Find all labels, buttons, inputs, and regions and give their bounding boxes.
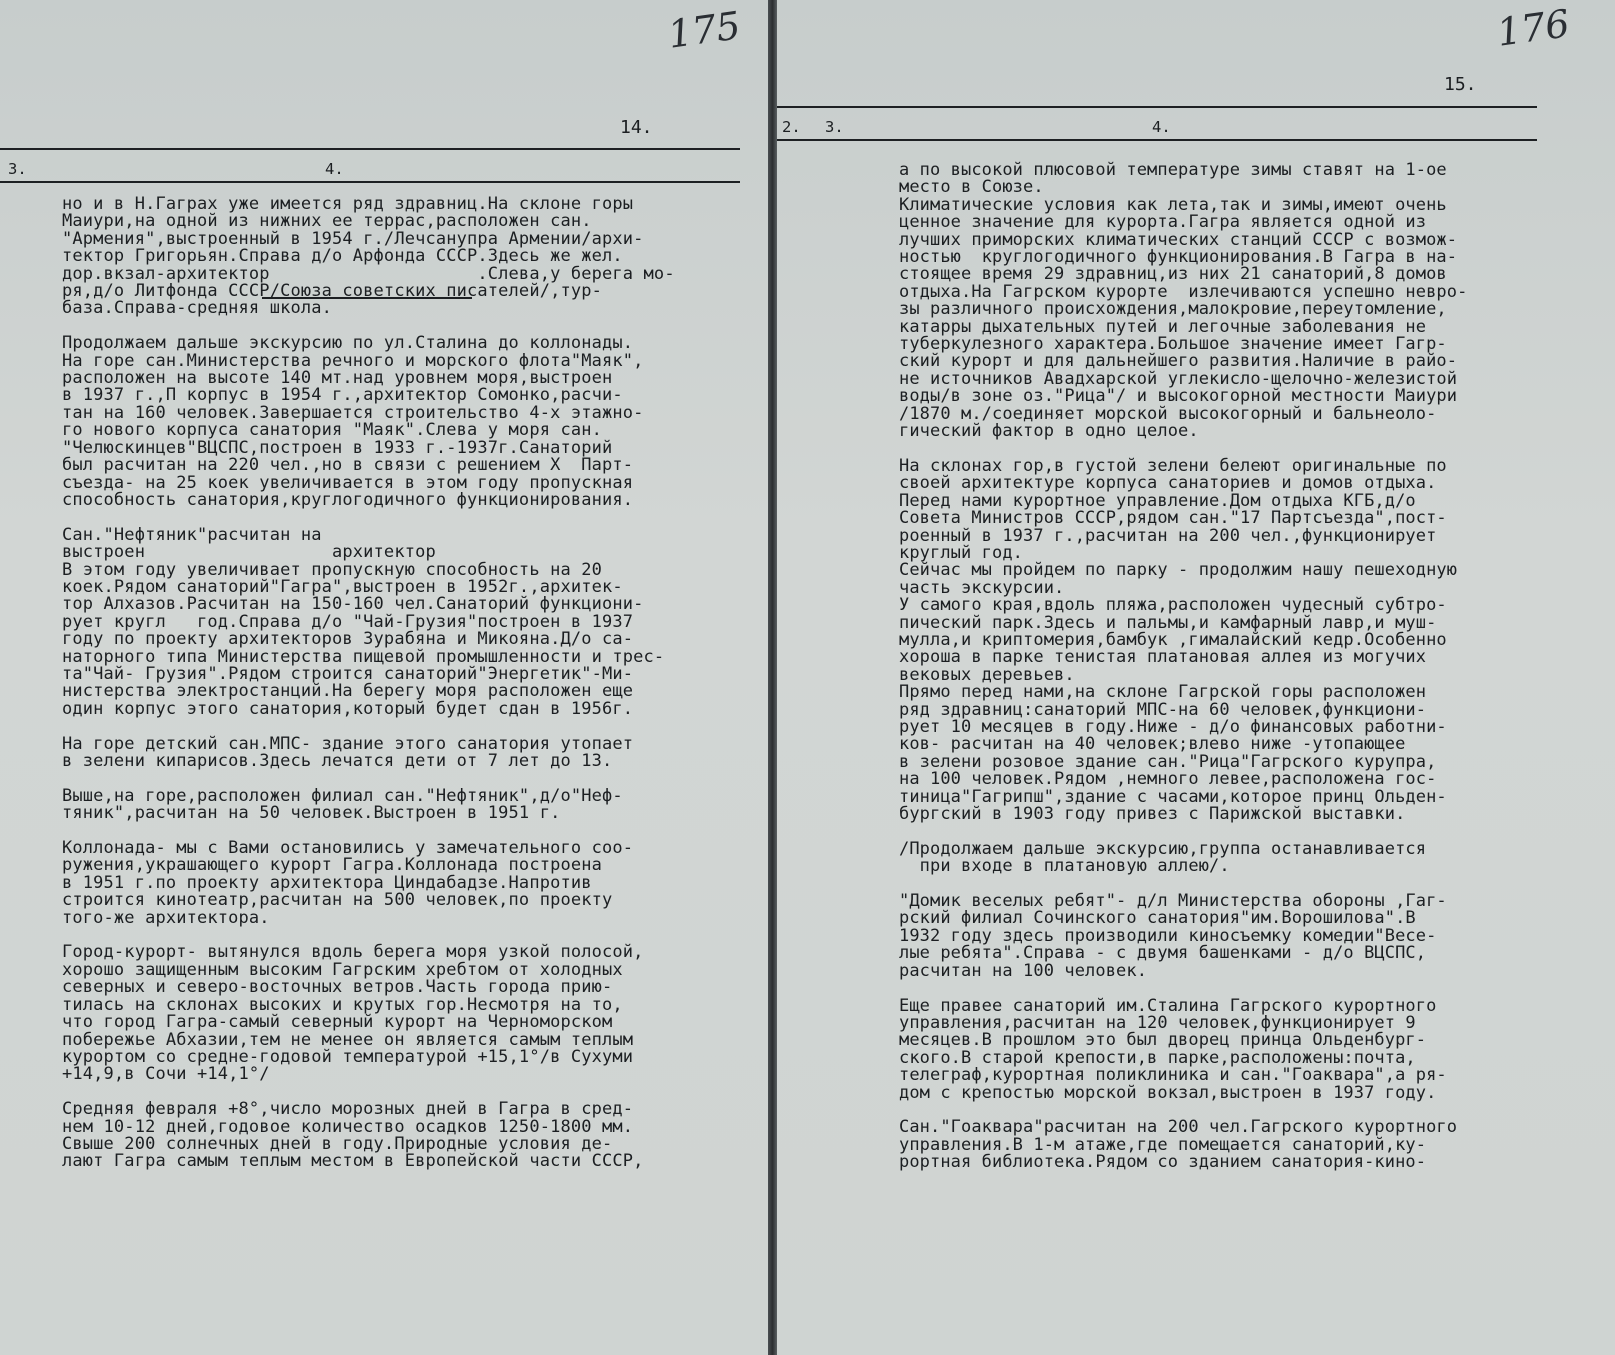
left-column-label-4: 4. (325, 160, 344, 178)
right-page-line: круглый год. (899, 542, 1024, 563)
left-page-line: тор Алхазов.Расчитан на 150-160 чел.Санаторий функциони- (62, 594, 644, 615)
left-page-line: съезда- на 25 коек увеличивается в этом году пропускная (62, 472, 634, 493)
left-page-line: расположен на высоте 140 мт.над уровнем моря,выстроен (62, 368, 613, 389)
right-page-line: воды/в зоне оз."Рица"/ и высокогорной местности Маиури (899, 386, 1458, 407)
right-page-line: бургский в 1903 году привез с Парижской выставки. (899, 804, 1406, 825)
right-page-line: Сан."Гоаквара"расчитан на 200 чел.Гагрского курортного (899, 1117, 1458, 1138)
right-page-line: пический парк.Здесь и пальмы,и камфарный лавр,и муш- (899, 612, 1437, 633)
right-page-line: на 100 человек.Рядом ,немного левее,расположена гос- (899, 769, 1437, 790)
left-page-line: "Челюскинцев"ВЦСПС,построен в 1933 г.-1937г.Санаторий (62, 437, 613, 458)
left-page-line: в 1937 г.,П корпус в 1954 г.,архитектор Сомонко,расчи- (62, 385, 623, 406)
right-page-line: телеграф,курортная поликлиника и сан."Гоаквара",а ря- (899, 1065, 1447, 1086)
right-page-line: лые ребята".Справа - с двумя башенками - д/о ВЦСПС, (899, 943, 1427, 964)
right-column-label-3: 3. (825, 118, 844, 136)
right-page-line: Сейчас мы пройдем по парку - продолжим нашу пешеходную (899, 560, 1458, 581)
left-page-line: в зелени кипарисов.Здесь лечатся дети от 7 лет до 13. (62, 751, 613, 771)
right-page-line: зы различного происхождения,малокровие,переутомление, (899, 299, 1447, 320)
right-page-line: месяцев.В прошлом это был дворец принца Ольденбург- (899, 1030, 1427, 1051)
right-page-line: расчитан на 100 человек. (899, 960, 1148, 981)
left-page-line: ружения,украшающего курорт Гагра.Коллонада построена (62, 855, 603, 876)
left-page-line: го нового корпуса санатория "Маяк".Слева у моря сан. (62, 420, 603, 441)
left-page-line: коек.Рядом санаторий"Гагра",выстроен в 1952г.,архитек- (62, 576, 623, 597)
left-typed-text (62, 196, 675, 1171)
right-header-rule-top (777, 106, 1537, 108)
left-page-line: ря,д/о Литфонда СССР/Союза советских писателей/,тур- (62, 281, 603, 302)
left-header-rule-top (0, 148, 740, 150)
right-page-line: хороша в парке тенистая платановая аллея из могучих (899, 647, 1427, 668)
left-page-line: строится кинотеатр,расчитан на 500 человек,по проекту (62, 890, 613, 911)
right-page-line: ностью круглогодичного функционирования.В Гагра в на- (899, 247, 1458, 268)
right-page-line: отдыха.На Гагрском курорте излечиваются успешно невро- (899, 281, 1468, 302)
right-header-rule-bottom (777, 139, 1537, 141)
right-page-line: туберкулезного характера.Большое значение имеет Гагр- (899, 334, 1447, 355)
right-column-label-2: 2. (782, 118, 801, 136)
left-page-line: +14,9,в Сочи +14,1°/ (62, 1064, 270, 1085)
left-folio-handwritten: 175 (665, 3, 744, 57)
right-page (777, 0, 1615, 1355)
right-page-line: рует 10 месяцев в году.Ниже - д/о финансовых работни- (899, 717, 1447, 737)
right-page-line: Совета Министров СССР,рядом сан."17 Партсъезда",пост- (899, 508, 1447, 529)
left-page-line: курортом со средне-годовой температурой +15,1°/в Сухуми (62, 1046, 634, 1067)
left-page-line: лают Гагра самым теплым местом в Европейской части СССР, (62, 1151, 644, 1172)
left-page-number: 14. (620, 117, 653, 138)
right-typed-text (899, 162, 1467, 1172)
right-page-line: рский филиал Сочинского санатория"им.Ворошилова".В (899, 908, 1416, 929)
left-page-line: северных и северо-восточных ветров.Часть города прию- (62, 977, 613, 998)
left-column-label-3: 3. (8, 160, 27, 178)
left-page-line: рует кругл год.Справа д/о "Чай-Грузия"построен в 1937 (62, 611, 634, 632)
left-page-line (62, 718, 675, 735)
left-page-line: Маиури,на одной из нижних ее террас,расположен сан. (62, 211, 592, 232)
right-page-line: ков- расчитан на 40 человек;влево ниже -утопающее (899, 734, 1406, 755)
left-page-line: году по проекту архитекторов Зурабяна и Микояна.Д/о са- (62, 629, 634, 650)
right-column-label-4: 4. (1152, 118, 1171, 136)
right-page-line: Прямо перед нами,на склоне Гагрской горы расположен (899, 682, 1427, 703)
book-gutter (768, 0, 777, 1355)
right-page-line: в зелени розовое здание сан."Рица"Гагрского курупра, (899, 751, 1437, 772)
right-page-line: Климатические условия как лета,так и зимы,имеют очень (899, 194, 1447, 215)
left-page-line: Продолжаем дальше экскурсию по ул.Сталина до коллонады. (62, 333, 634, 354)
right-page-line: управления.В 1-м атаже,где помещается санаторий,ку- (899, 1134, 1427, 1155)
left-page-line: "Армения",выстроенный в 1954 г./Лечсанупра Армении/архи- (62, 228, 644, 249)
right-page-line: стоящее время 29 здравниц,из них 21 санаторий,8 домов (899, 264, 1447, 285)
right-page-line: ский курорт и для дальнейшего развития.Наличие в райо- (899, 351, 1458, 372)
left-page-line: в 1951 г.по проекту архитектора Циндабадзе.Напротив (62, 872, 592, 893)
left-page-line: тан на 160 человек.Завершается строительство 4-х этажно- (62, 402, 644, 423)
right-page-line: а по высокой плюсовой температуре зимы ставят на 1-ое (899, 160, 1447, 180)
right-page-line: при входе в платановую аллею/. (899, 856, 1230, 877)
right-page-line: Перед нами курортное управление.Дом отдыха КГБ,д/о (899, 490, 1416, 511)
right-page-line: дом с крепостью морской вокзал,выстроен в 1937 году. (899, 1082, 1437, 1103)
left-page-line: выстроен архитектор (62, 542, 436, 563)
right-page-line: /Продолжаем дальше экскурсию,группа останавливается (899, 838, 1427, 859)
left-page-line: дор.вкзал-архитектор .Слева,у берега мо- (62, 263, 675, 284)
left-page-line: хорошо защищенным высоким Гагрским хребтом от холодных (62, 959, 623, 980)
left-page (0, 0, 768, 1355)
left-page-line: что город Гагра-самый северный курорт на Черноморском (62, 1012, 613, 1033)
left-page-line: На горе детский сан.МПС- здание этого санатория утопает (62, 733, 634, 754)
right-page-line: место в Союзе. (899, 177, 1044, 198)
left-page-line: способность санатория,круглогодичного функционирования. (62, 489, 634, 510)
right-page-line: У самого края,вдоль пляжа,расположен чудесный субтро- (899, 595, 1447, 616)
left-page-line: тектор Григорьян.Справа д/о Арфонда СССР.Здесь же жел. (62, 246, 623, 267)
left-page-line: тилась на склонах высоких и крутых гор.Несмотря на то, (62, 994, 623, 1015)
left-page-line: Сан."Нефтяник"расчитан на (62, 524, 322, 545)
right-page-line: вековых деревьев. (899, 664, 1075, 685)
left-page-line: Средняя февраля +8°,число морозных дней в Гагра в сред- (62, 1099, 634, 1120)
left-page-line: один корпус этого санатория,который будет сдан в 1956г. (62, 698, 634, 719)
right-page-line: /1870 м./соединяет морской высокогорный и бальнеоло- (899, 403, 1437, 424)
right-page-line: катарры дыхательных путей и легочные заболевания не (899, 316, 1427, 337)
left-page-line: Свыше 200 солнечных дней в году.Природные условия де- (62, 1133, 613, 1154)
right-page-line: управления,расчитан на 120 человек,функционирует 9 (899, 1012, 1416, 1033)
right-page-line: мулла,и криптомерия,бамбук ,гималайский кедр.Особенно (899, 629, 1447, 650)
left-page-line: база.Справа-средняя школа. (62, 298, 333, 319)
left-page-line: но и в Н.Гаграх уже имеется ряд здравниц.На склоне горы (62, 194, 634, 214)
right-page-line: ценное значение для курорта.Гагра является одной из (899, 212, 1427, 233)
left-page-line: нем 10-12 дней,годовое количество осадков 1250-1800 мм. (62, 1116, 634, 1137)
left-page-line: того-же архитектора. (62, 907, 270, 928)
right-page-line: часть экскурсии. (899, 577, 1065, 598)
right-page-line: ского.В старой крепости,в парке,расположены:почта, (899, 1047, 1416, 1068)
right-page-line: 1932 году здесь производили киносъемку комедии"Весе- (899, 925, 1437, 946)
right-page-line: гический фактор в одно целое. (899, 421, 1199, 442)
right-page-line: роенный в 1937 г.,расчитан на 200 чел.,функционирует (899, 525, 1437, 546)
left-page-line: На горе сан.Министерства речного и морского флота"Маяк", (62, 350, 644, 371)
left-page-line: Коллонада- мы с Вами остановились у замечательного соо- (62, 838, 634, 859)
right-page-line: рортная библиотека.Рядом со зданием санатория-кино- (899, 1152, 1427, 1173)
left-page-line: нистерства электростанций.На берегу моря расположен еще (62, 681, 634, 702)
right-page-line: лучших приморских климатических станций СССР с возмож- (899, 229, 1458, 250)
left-page-line: Выше,на горе,расположен филиал сан."Нефтяник",д/о"Неф- (62, 785, 623, 806)
right-folio-handwritten: 176 (1494, 1, 1573, 55)
right-page-line: своей архитектуре корпуса санаториев и домов отдыха. (899, 473, 1437, 494)
left-page-line: Город-курорт- вытянулся вдоль берега моря узкой полосой, (62, 942, 644, 963)
left-page-line: побережье Абхазии,тем не менее он является самым теплым (62, 1029, 634, 1050)
right-page-line: не источников Авадхарской углекисло-щелочно-железистой (899, 368, 1458, 389)
left-page-line: та"Чай- Грузия".Рядом строится санаторий"Энергетик"-Ми- (62, 663, 634, 684)
left-page-line: наторного типа Министерства пищевой промышленности и трес- (62, 646, 665, 667)
left-page-line: тяник",расчитан на 50 человек.Выстроен в 1951 г. (62, 803, 561, 824)
right-page-line: ряд здравниц:санаторий МПС-на 60 человек,функциони- (899, 699, 1427, 720)
right-page-line: "Домик веселых ребят"- д/л Министерства обороны ,Гаг- (899, 891, 1447, 912)
left-page-line: был расчитан на 220 чел.,но в связи с решением Х Парт- (62, 455, 634, 476)
right-page-line: Еще правее санаторий им.Сталина Гагрского курортного (899, 995, 1437, 1016)
right-page-line: тиница"Гагрипш",здание с часами,которое принц Ольден- (899, 786, 1447, 807)
right-page-line (899, 980, 1467, 997)
left-page-line: В этом году увеличивает пропускную способность на 20 (62, 559, 603, 580)
right-page-number: 15. (1444, 74, 1477, 95)
right-page-line: На склонах гор,в густой зелени белеют оригинальные по (899, 455, 1447, 476)
left-header-rule-bottom (0, 181, 740, 183)
